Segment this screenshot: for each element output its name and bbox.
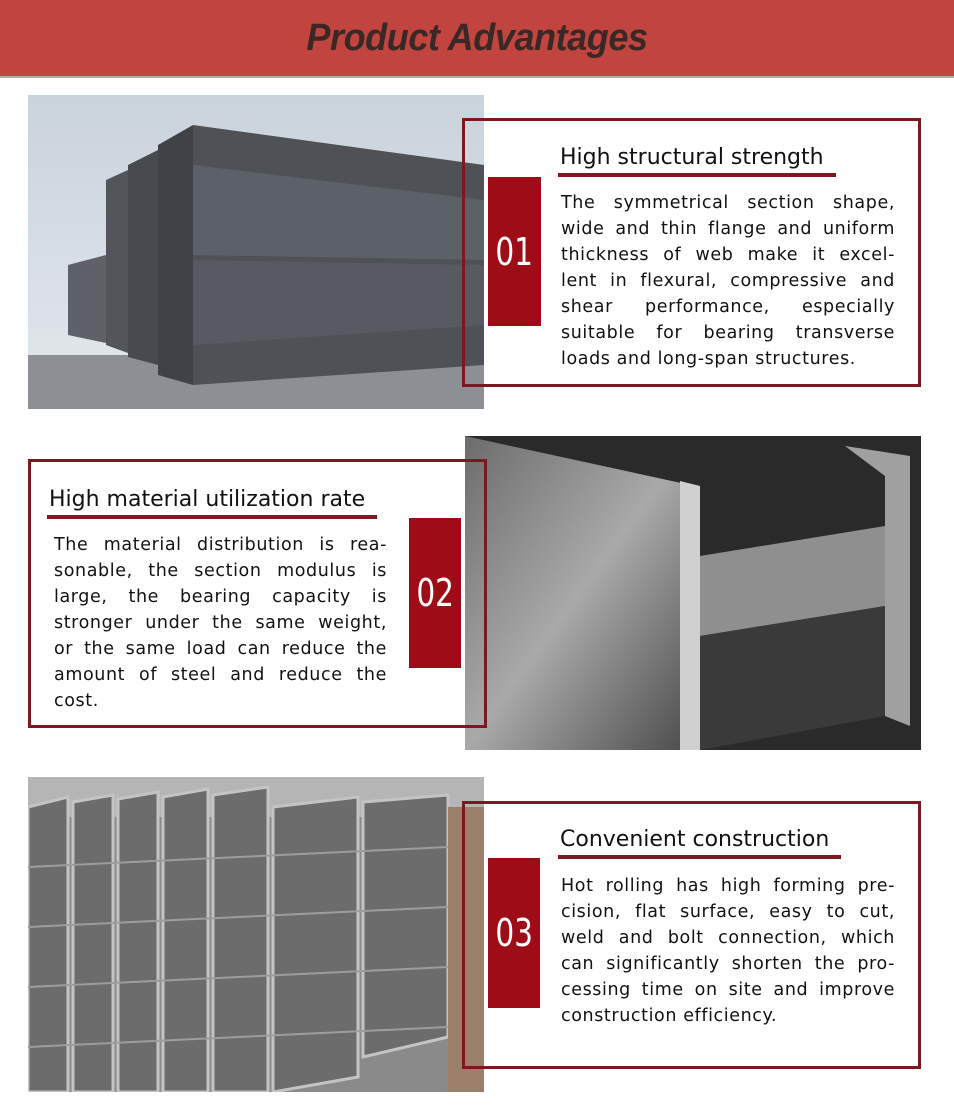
- text-line: The symmetrical section shape,: [561, 193, 895, 213]
- advantage-title-1: [560, 145, 824, 171]
- text-line: The material distribution is rea-: [54, 535, 387, 555]
- page-header: [0, 0, 954, 78]
- text-line: or the same load can reduce the: [54, 639, 387, 659]
- text-line: stronger under the same weight,: [54, 613, 387, 633]
- steel-beams-photo-1: [28, 95, 484, 409]
- number-badge-1: [488, 177, 541, 326]
- text-line: suitable for bearing transverse: [561, 323, 895, 343]
- text-line: amount of steel and reduce the: [54, 665, 387, 685]
- title-text: High structural strength: [560, 145, 824, 170]
- badge-number: 02: [416, 571, 454, 615]
- text-line: loads and long-span structures.: [561, 349, 856, 369]
- advantage-text-2: [54, 532, 387, 714]
- text-line: weld and bolt connection, which: [561, 928, 895, 948]
- title-text: High material utilization rate: [49, 487, 366, 512]
- text-line: cessing time on site and improve: [561, 980, 895, 1000]
- badge-number: 03: [495, 911, 533, 955]
- page-title: Product Advantages: [306, 17, 648, 59]
- title-underline: [558, 173, 836, 177]
- text-line: can significantly shorten the pro-: [561, 954, 895, 974]
- text-line: construction efficiency.: [561, 1006, 778, 1026]
- advantage-title-3: [560, 827, 829, 853]
- text-line: wide and thin flange and uniform: [561, 219, 895, 239]
- title-underline: [47, 515, 377, 519]
- number-badge-3: [488, 858, 540, 1008]
- text-line: shear performance, especially: [561, 297, 895, 317]
- steel-beam-closeup-photo: [465, 436, 921, 750]
- text-line: cision, flat surface, easy to cut,: [561, 902, 895, 922]
- number-badge-2: [409, 518, 461, 668]
- advantage-title-2: [49, 487, 365, 513]
- title-underline: [558, 855, 841, 859]
- advantage-text-1: [561, 190, 895, 372]
- text-line: sonable, the section modulus is: [54, 561, 387, 581]
- badge-number: 01: [495, 229, 534, 274]
- text-line: lent in flexural, compressive and: [561, 271, 895, 291]
- text-line: large, the bearing capacity is: [54, 587, 387, 607]
- text-line: cost.: [54, 691, 99, 711]
- text-line: Hot rolling has high forming pre-: [561, 876, 895, 896]
- title-text: Convenient construction: [560, 827, 830, 852]
- stacked-beams-photo: [28, 777, 484, 1092]
- text-line: thickness of web make it excel-: [561, 245, 895, 265]
- advantage-text-3: [561, 873, 895, 1029]
